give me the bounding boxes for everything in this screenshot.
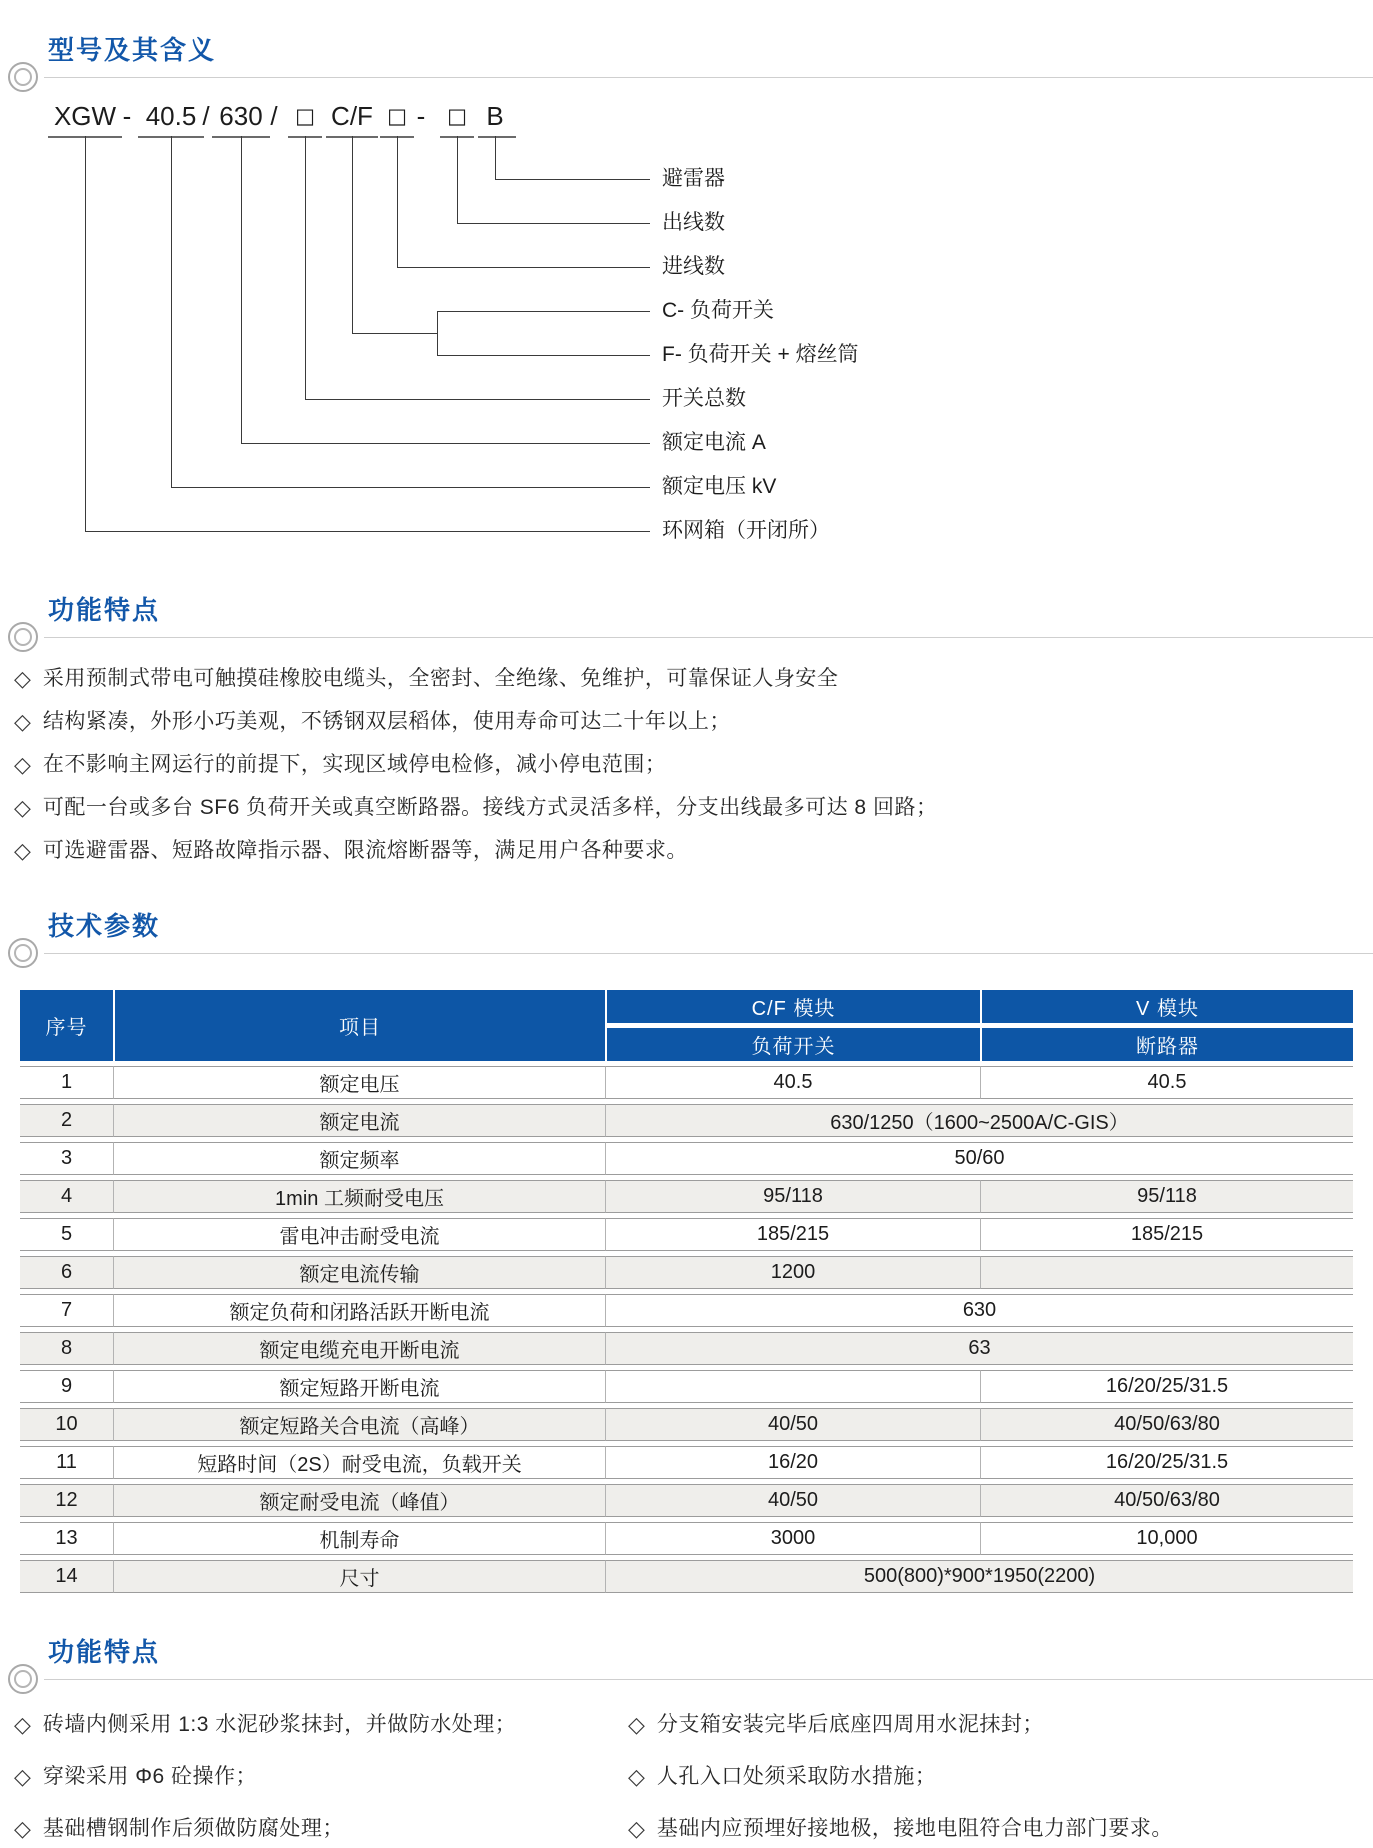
cell-item: 短路时间（2S）耐受电流，负载开关 xyxy=(113,1446,605,1479)
table-row xyxy=(20,1560,1353,1593)
table-row xyxy=(20,1066,1353,1099)
cell-no: 13 xyxy=(20,1522,113,1555)
ring-icon xyxy=(8,622,38,652)
leader-line xyxy=(437,355,650,356)
diamond-bullet-icon: ◇ xyxy=(14,1712,31,1737)
cell-v: 16/20/25/31.5 xyxy=(980,1370,1353,1403)
feature-text: 砖墙内侧采用 1:3 水泥砂浆抹封，并做防水处理； xyxy=(42,1713,517,1736)
section-features-1 xyxy=(0,590,1373,638)
section-divider xyxy=(44,1679,1373,1680)
connector-line xyxy=(457,136,458,223)
section-divider xyxy=(44,953,1373,954)
cell-span: 63 xyxy=(605,1332,1353,1365)
cell-cf: 40/50 xyxy=(605,1408,980,1441)
cell-item: 雷电冲击耐受电流 xyxy=(113,1218,605,1251)
cell-cf: 40/50 xyxy=(605,1484,980,1517)
feature-text: 分支箱安装完毕后底座四周用水泥抹封； xyxy=(656,1713,1044,1736)
cell-no: 9 xyxy=(20,1370,113,1403)
model-breakdown-diagram xyxy=(0,72,1373,572)
features-list-2 xyxy=(14,1712,1364,1848)
cell-v: 40/50/63/80 xyxy=(980,1484,1353,1517)
table-row xyxy=(20,1256,1353,1289)
cell-cf: 40.5 xyxy=(605,1066,980,1099)
diamond-bullet-icon: ◇ xyxy=(14,1764,31,1789)
section-title: 型号及其含义 xyxy=(48,35,217,65)
leader-line xyxy=(437,311,650,312)
ring-inner-icon xyxy=(14,1670,32,1688)
cell-item: 机制寿命 xyxy=(113,1522,605,1555)
diagram-label: 出线数 xyxy=(662,211,725,234)
cell-cf: 1200 xyxy=(605,1256,980,1289)
connector-line xyxy=(352,136,353,333)
cell-v: 40.5 xyxy=(980,1066,1353,1099)
leader-line xyxy=(457,223,650,224)
list-item xyxy=(628,1764,1364,1790)
diagram-label: F- 负荷开关 + 熔丝筒 xyxy=(662,343,859,366)
leader-line xyxy=(495,179,650,180)
cell-no: 8 xyxy=(20,1332,113,1365)
model-token: C/F xyxy=(331,101,373,131)
model-token-box: □ xyxy=(295,104,315,128)
cell-no: 7 xyxy=(20,1294,113,1327)
diamond-bullet-icon: ◇ xyxy=(628,1764,645,1789)
feature-text: 穿梁采用 Φ6 砼操作； xyxy=(42,1765,258,1788)
connector-line xyxy=(85,136,86,531)
diagram-label: 环网箱（开闭所） xyxy=(662,519,830,542)
cell-span: 500(800)*900*1950(2200) xyxy=(605,1560,1353,1593)
cell-span: 50/60 xyxy=(605,1142,1353,1175)
cell-item: 额定电压 xyxy=(113,1066,605,1099)
list-item xyxy=(14,1712,628,1738)
cell-item: 额定短路关合电流（高峰） xyxy=(113,1408,605,1441)
connector-line xyxy=(171,136,172,487)
leader-line xyxy=(241,443,650,444)
cell-v: 185/215 xyxy=(980,1218,1353,1251)
model-token: / xyxy=(202,101,210,131)
model-token: 630 xyxy=(219,101,263,131)
feature-text: 采用预制式带电可触摸硅橡胶电缆头，全密封、全绝缘、免维护，可靠保证人身安全 xyxy=(42,667,839,690)
section-model-meaning xyxy=(0,30,1373,78)
ring-inner-icon xyxy=(14,944,32,962)
leader-line xyxy=(305,399,650,400)
diamond-bullet-icon: ◇ xyxy=(628,1712,645,1737)
cell-item: 额定短路开断电流 xyxy=(113,1370,605,1403)
cell-v: 10,000 xyxy=(980,1522,1353,1555)
diamond-bullet-icon: ◇ xyxy=(14,666,31,691)
diamond-bullet-icon: ◇ xyxy=(14,795,31,820)
header-cf-group: C/F 模块 xyxy=(605,990,980,1023)
connector-line xyxy=(241,136,242,443)
list-item xyxy=(14,795,937,821)
cell-no: 6 xyxy=(20,1256,113,1289)
cell-v xyxy=(980,1256,1353,1289)
table-row xyxy=(20,1522,1353,1555)
section-title: 功能特点 xyxy=(48,595,161,625)
feature-text: 基础槽钢制作后须做防腐处理； xyxy=(42,1817,344,1840)
cell-item: 额定耐受电流（峰值） xyxy=(113,1484,605,1517)
diamond-bullet-icon: ◇ xyxy=(14,1816,31,1841)
table-row xyxy=(20,1142,1353,1175)
header-col-no: 序号 xyxy=(20,990,113,1061)
model-token: - xyxy=(416,101,426,131)
connector-bracket xyxy=(437,311,438,355)
list-item xyxy=(14,709,937,735)
table-body xyxy=(20,1066,1353,1593)
features-left-column xyxy=(14,1712,628,1848)
model-token: 40.5 xyxy=(145,101,197,131)
feature-text: 可选避雷器、短路故障指示器、限流熔断器等，满足用户各种要求。 xyxy=(42,839,688,862)
table-row xyxy=(20,1370,1353,1403)
section-tech-params xyxy=(0,906,1373,954)
cell-item: 额定电缆充电开断电流 xyxy=(113,1332,605,1365)
list-item xyxy=(628,1816,1364,1842)
table-row xyxy=(20,1104,1353,1137)
table-row xyxy=(20,1446,1353,1479)
section-title: 功能特点 xyxy=(48,1637,161,1667)
list-item xyxy=(14,838,937,864)
table-row xyxy=(20,1484,1353,1517)
feature-text: 可配一台或多台 SF6 负荷开关或真空断路器。接线方式灵活多样，分支出线最多可达 8 回路； xyxy=(42,796,938,819)
section-features-2 xyxy=(0,1632,1373,1680)
tech-params-table-wrap xyxy=(20,985,1353,1598)
cell-item: 额定频率 xyxy=(113,1142,605,1175)
cell-item: 额定电流 xyxy=(113,1104,605,1137)
header-col-item: 项目 xyxy=(113,990,605,1061)
cell-no: 5 xyxy=(20,1218,113,1251)
leader-line xyxy=(397,267,650,268)
feature-text: 人孔入口处须采取防水措施； xyxy=(656,1765,937,1788)
cell-no: 2 xyxy=(20,1104,113,1137)
list-item xyxy=(14,1764,628,1790)
cell-no: 3 xyxy=(20,1142,113,1175)
header-cf-sub: 负荷开关 xyxy=(605,1028,980,1061)
model-token: / xyxy=(270,101,278,131)
diamond-bullet-icon: ◇ xyxy=(14,838,31,863)
cell-cf: 3000 xyxy=(605,1522,980,1555)
features-list-1 xyxy=(14,666,937,881)
cell-no: 14 xyxy=(20,1560,113,1593)
leader-line xyxy=(171,487,650,488)
cell-no: 1 xyxy=(20,1066,113,1099)
feature-text: 基础内应预埋好接地极，接地电阻符合电力部门要求。 xyxy=(656,1817,1173,1840)
cell-no: 4 xyxy=(20,1180,113,1213)
cell-item: 额定负荷和闭路活跃开断电流 xyxy=(113,1294,605,1327)
diagram-label: 开关总数 xyxy=(662,387,746,410)
cell-cf: 95/118 xyxy=(605,1180,980,1213)
diamond-bullet-icon: ◇ xyxy=(628,1816,645,1841)
diagram-label: 额定电压 kV xyxy=(662,475,777,498)
cell-item: 1min 工频耐受电压 xyxy=(113,1180,605,1213)
cell-no: 11 xyxy=(20,1446,113,1479)
model-token: B xyxy=(486,101,504,131)
table-row xyxy=(20,1332,1353,1365)
diagram-label: C- 负荷开关 xyxy=(662,299,774,322)
table-row xyxy=(20,1218,1353,1251)
diagram-label: 避雷器 xyxy=(662,167,725,190)
leader-line xyxy=(85,531,650,532)
header-v-sub: 断路器 xyxy=(980,1028,1353,1061)
section-divider xyxy=(44,637,1373,638)
table-row xyxy=(20,1408,1353,1441)
cell-v: 95/118 xyxy=(980,1180,1353,1213)
diagram-label: 进线数 xyxy=(662,255,725,278)
ring-inner-icon xyxy=(14,628,32,646)
section-title: 技术参数 xyxy=(48,911,161,941)
model-token: XGW xyxy=(53,101,117,131)
tech-params-table xyxy=(20,985,1353,1598)
list-item xyxy=(14,666,937,692)
cell-no: 10 xyxy=(20,1408,113,1441)
connector-line xyxy=(305,136,306,399)
cell-v: 16/20/25/31.5 xyxy=(980,1446,1353,1479)
features-right-column xyxy=(628,1712,1364,1848)
feature-text: 在不影响主网运行的前提下，实现区域停电检修，减小停电范围； xyxy=(42,753,667,776)
cell-span: 630/1250（1600~2500A/C-GIS） xyxy=(605,1104,1353,1137)
diagram-label: 额定电流 A xyxy=(662,431,766,454)
header-v-group: V 模块 xyxy=(980,990,1353,1023)
cell-item: 额定电流传输 xyxy=(113,1256,605,1289)
cell-no: 12 xyxy=(20,1484,113,1517)
connector-line xyxy=(495,136,496,179)
table-header xyxy=(20,990,1353,1061)
feature-text: 结构紧凑，外形小巧美观，不锈钢双层稻体，使用寿命可达二十年以上； xyxy=(42,710,731,733)
table-row xyxy=(20,1294,1353,1327)
list-item xyxy=(628,1712,1364,1738)
connector-line xyxy=(397,136,398,267)
ring-icon xyxy=(8,1664,38,1694)
cell-cf: 185/215 xyxy=(605,1218,980,1251)
token-underline xyxy=(478,136,516,138)
cell-cf xyxy=(605,1370,980,1403)
cell-cf: 16/20 xyxy=(605,1446,980,1479)
cell-v: 40/50/63/80 xyxy=(980,1408,1353,1441)
model-token: - xyxy=(122,101,132,131)
model-token-box: □ xyxy=(387,104,407,128)
model-token-box: □ xyxy=(447,104,467,128)
list-item xyxy=(14,1816,628,1842)
ring-icon xyxy=(8,938,38,968)
table-row xyxy=(20,1180,1353,1213)
cell-span: 630 xyxy=(605,1294,1353,1327)
cell-item: 尺寸 xyxy=(113,1560,605,1593)
diamond-bullet-icon: ◇ xyxy=(14,709,31,734)
leader-line xyxy=(352,333,437,334)
list-item xyxy=(14,752,937,778)
diamond-bullet-icon: ◇ xyxy=(14,752,31,777)
